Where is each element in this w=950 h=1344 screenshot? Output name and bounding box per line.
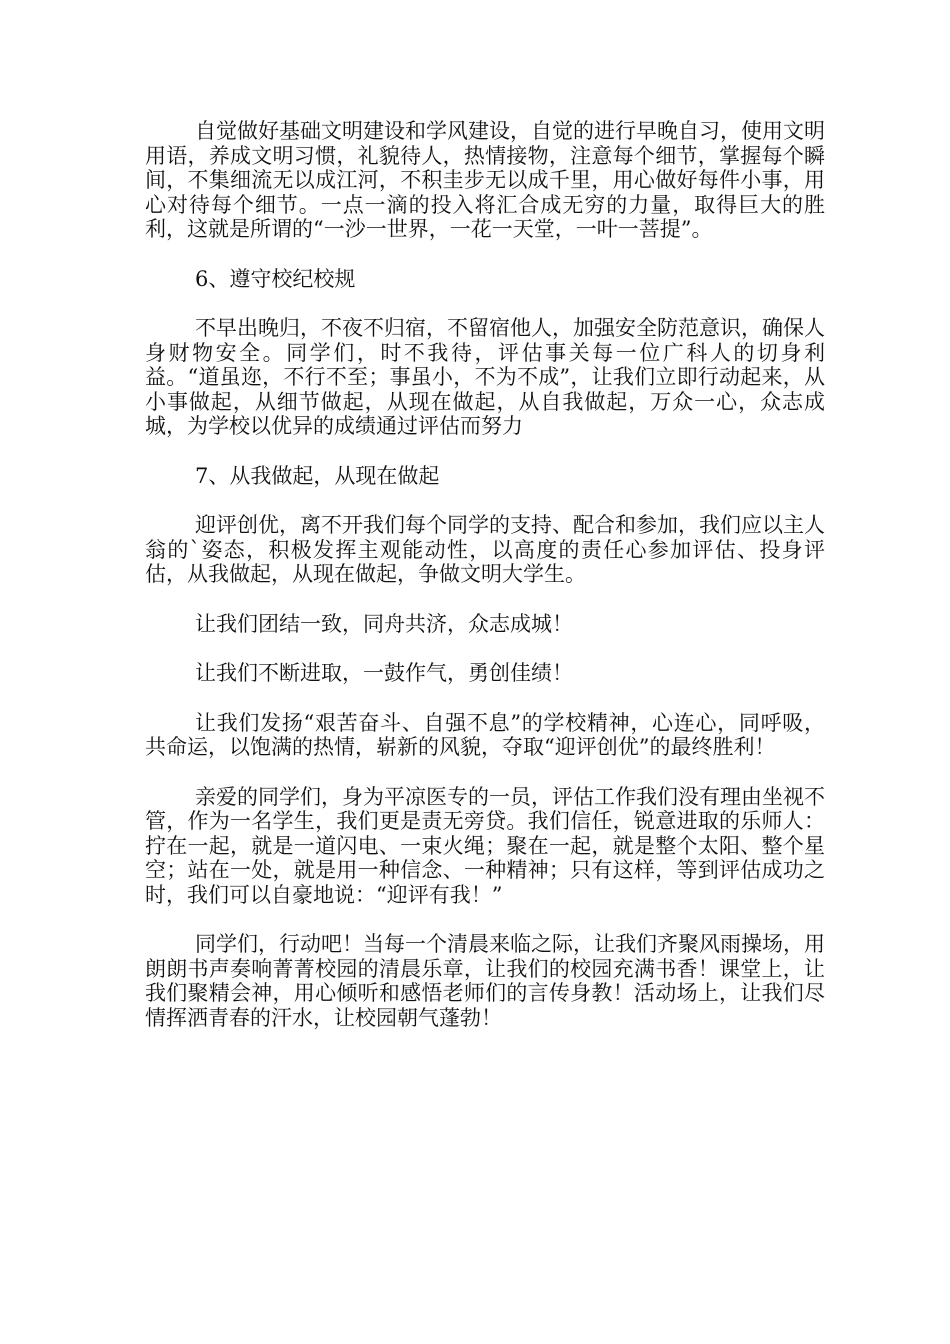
paragraph-classmates: 亲爱的同学们，身为平凉医专的一员，评估工作我们没有理由坐视不管，作为一名学生，我们更是责无旁贷。我们信任，锐意进取的乐师人：拧在一起，就是一道闪电、一束火绳；聚在一起，就是整个太阳、整个星空；站在一处，就是用一种信念、一种精神；只有这样，等到评估成功之时，我们可以自豪地说：“迎评有我！”: [145, 784, 825, 907]
paragraph-civility: 自觉做好基础文明建设和学风建设，自觉的进行早晚自习，使用文明用语，养成文明习惯，礼貌待人，热情接物，注意每个细节，掌握每个瞬间，不集细流无以成江河，不积圭步无以成千里，用心做好每件小事，用心对待每个细节。一点一滴的投入将汇合成无穷的力量，取得巨大的胜利，这就是所谓的“一沙一世界，一花一天堂，一叶一菩提”。: [145, 119, 825, 241]
paragraph-evaluation: 迎评创优，离不开我们每个同学的支持、配合和参加，我们应以主人翁的`姿态，积极发挥主观能动性，以高度的责任心参加评估、投身评估，从我做起，从现在做起，争做文明大学生。: [145, 513, 825, 586]
paragraph-action: 同学们，行动吧！当每一个清晨来临之际，让我们齐聚风雨操场，用朗朗书声奏响菁菁校园的清晨乐章，让我们的校园充满书香！课堂上，让我们聚精会神，用心倾听和感悟老师们的言传身教！活动场上，让我们尽情挥洒青春的汗水，让校园朝气蓬勃！: [145, 932, 825, 1030]
heading-school-rules: 6、遵守校纪校规: [195, 266, 356, 291]
paragraph-unity: 让我们团结一致，同舟共济，众志成城！: [195, 611, 573, 636]
paragraph-spirit: 让我们发扬“艰苦奋斗、自强不息”的学校精神，心连心，同呼吸，共命运，以饱满的热情，崭新的风貌，夺取“迎评创优”的最终胜利！: [145, 710, 825, 759]
document-body: [145, 119, 825, 1055]
paragraph-progress: 让我们不断进取，一鼓作气，勇创佳绩！: [195, 661, 573, 685]
heading-start-from-me: 7、从我做起，从现在做起: [195, 463, 440, 488]
paragraph-safety: 不早出晚归，不夜不归宿，不留宿他人，加强安全防范意识，确保人身财物安全。同学们，时不我待，评估事关每一位广科人的切身利益。“道虽迩，不行不至；事虽小，不为不成”，让我们立即行动起来，从小事做起，从细节做起，从现在做起，从自我做起，万众一心，众志成城，为学校以优异的成绩通过评估而努力: [145, 316, 825, 438]
